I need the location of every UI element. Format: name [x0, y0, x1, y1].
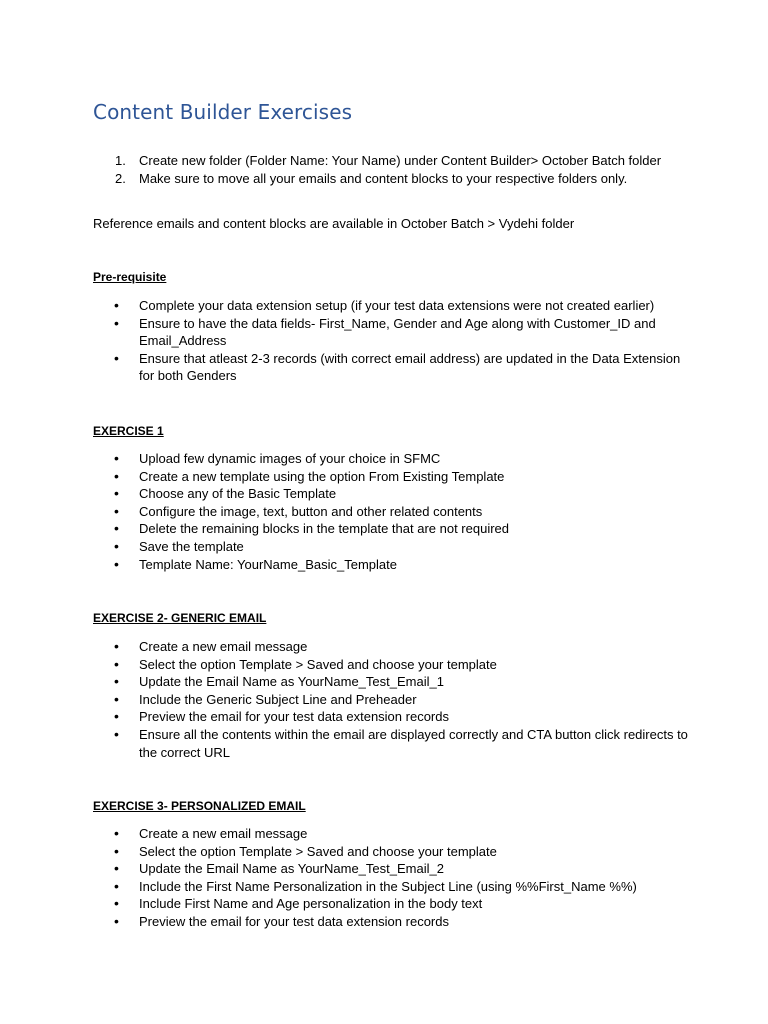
bullet-icon: • — [114, 842, 119, 859]
reference-note: Reference emails and content blocks are available in October Batch > Vydehi folder — [93, 216, 575, 231]
section-heading-prerequisite: Pre-requisite — [93, 270, 167, 284]
bullet-icon: • — [114, 673, 119, 690]
list-item-text: Choose any of the Basic Template — [139, 486, 337, 502]
bullet-icon: • — [114, 912, 119, 929]
list-item-text: Ensure to have the data fields- First_Name, Gender and Age along with Customer_ID and Email_Address — [139, 315, 656, 349]
document-title: Content Builder Exercises — [93, 100, 353, 124]
bullet-icon: • — [114, 725, 119, 742]
section-heading-exercise-3: EXERCISE 3- PERSONALIZED EMAIL — [93, 799, 306, 813]
bullet-icon: • — [114, 467, 119, 484]
list-item-text: Create a new template using the option From Existing Template — [139, 468, 505, 484]
bullet-list-item — [93, 556, 693, 574]
bullet-list-item — [93, 485, 693, 503]
list-item-text: Create new folder (Folder Name: Your Name) under Content Builder> October Batch folder — [139, 153, 662, 168]
bullet-list-item — [93, 503, 693, 521]
list-item-text: Preview the email for your test data extension records — [139, 709, 449, 725]
bullet-list-item — [93, 913, 693, 931]
list-item-text: Include the Generic Subject Line and Preheader — [139, 691, 417, 707]
list-item-text: Complete your data extension setup (if your test data extensions were not created earlier) — [139, 298, 655, 313]
bullet-list-item — [93, 468, 693, 486]
list-item-text: Ensure that atleast 2-3 records (with correct email address) are updated in the Data Extension for both Genders — [139, 350, 681, 384]
bullet-list-item — [93, 878, 693, 896]
numbered-list-item — [93, 152, 693, 170]
bullet-list-item — [93, 843, 693, 861]
bullet-list-item — [93, 350, 693, 385]
bullet-list-item — [93, 638, 693, 656]
bullet-list-item — [93, 520, 693, 538]
bullet-icon: • — [114, 638, 119, 654]
bullet-list-item — [93, 450, 693, 468]
intro-steps-list — [93, 152, 693, 187]
bullet-list-item — [93, 726, 693, 761]
bullet-icon: • — [114, 708, 119, 725]
bullet-list-item — [93, 691, 693, 709]
list-item-text: Configure the image, text, button and other related contents — [139, 503, 483, 519]
bullet-icon: • — [114, 877, 119, 894]
bullet-icon: • — [114, 502, 119, 519]
bullet-icon: • — [114, 860, 119, 877]
list-item-text: Preview the email for your test data extension records — [139, 913, 449, 929]
list-item-text: Include the First Name Personalization in the Subject Line (using %%First_Name %%) — [139, 878, 637, 894]
bullet-icon: • — [114, 314, 119, 331]
list-number: 2. — [115, 170, 126, 186]
bullet-icon: • — [114, 297, 119, 313]
list-item-text: Update the Email Name as YourName_Test_Email_1 — [139, 674, 444, 690]
list-item-text: Create a new email message — [139, 826, 308, 841]
bullet-list-item — [93, 825, 693, 843]
bullet-icon: • — [114, 895, 119, 912]
bullet-list-item — [93, 895, 693, 913]
bullet-list-item — [93, 538, 693, 556]
bullet-icon: • — [114, 450, 119, 466]
list-number: 1. — [115, 153, 126, 168]
bullet-icon: • — [114, 555, 119, 572]
bullet-list-item — [93, 297, 693, 315]
bullet-icon: • — [114, 655, 119, 672]
section-heading-exercise-2: EXERCISE 2- GENERIC EMAIL — [93, 611, 267, 625]
list-item-text: Template Name: YourName_Basic_Template — [139, 556, 397, 572]
list-item-text: Select the option Template > Saved and choose your template — [139, 656, 497, 672]
bullet-list-item — [93, 656, 693, 674]
list-item-text: Update the Email Name as YourName_Test_Email_2 — [139, 861, 444, 877]
bullet-icon: • — [114, 485, 119, 502]
exercise-1-list — [93, 450, 693, 573]
bullet-icon: • — [114, 520, 119, 537]
bullet-list-item — [93, 673, 693, 691]
bullet-icon: • — [114, 349, 119, 366]
bullet-icon: • — [114, 537, 119, 554]
bullet-list-item — [93, 315, 693, 350]
bullet-list-item — [93, 860, 693, 878]
list-item-text: Include First Name and Age personalization in the body text — [139, 896, 483, 912]
list-item-text: Create a new email message — [139, 639, 308, 654]
bullet-list-item — [93, 708, 693, 726]
list-item-text: Select the option Template > Saved and choose your template — [139, 843, 497, 859]
bullet-icon: • — [114, 690, 119, 707]
numbered-list-item — [93, 170, 693, 188]
section-heading-exercise-1: EXERCISE 1 — [93, 424, 164, 438]
list-item-text: Delete the remaining blocks in the template that are not required — [139, 521, 509, 537]
list-item-text: Upload few dynamic images of your choice in SFMC — [139, 451, 441, 466]
list-item-text: Make sure to move all your emails and content blocks to your respective folders only. — [139, 170, 628, 186]
list-item-text: Ensure all the contents within the email are displayed correctly and CTA button click redirects to the correct URL — [139, 726, 688, 760]
prerequisite-list — [93, 297, 693, 385]
exercise-3-list — [93, 825, 693, 931]
list-item-text: Save the template — [139, 538, 244, 554]
exercise-2-list — [93, 638, 693, 761]
bullet-icon: • — [114, 825, 119, 841]
